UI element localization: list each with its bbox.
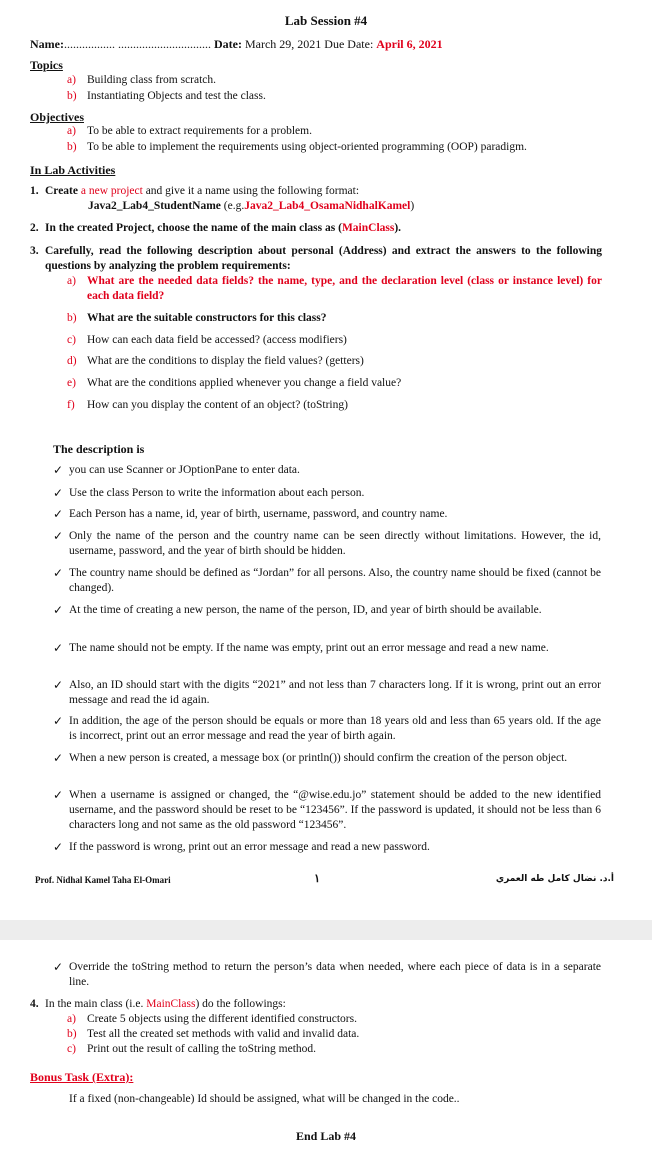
topics-item: b) Instantiating Objects and test the class. [67,90,266,102]
description-item: ✓ The country name should be defined as “Jordan” for all persons. Also, the country name should be fixed (cannot be changed). [53,566,601,594]
description-item: ✓ The name should not be empty. If the name was empty, print out an error message and read a new name. [53,641,549,655]
objectives-heading: Objectives [30,110,84,124]
step-3: 3. Carefully, read the following description about personal (Address) and extract the answers to the following questions by analyzing the problem requirements: [30,245,602,272]
description-item: ✓ Use the class Person to write the information about each person. [53,486,365,500]
main-class-name: MainClass [146,998,196,1010]
objectives-item: a) To be able to extract requirements for a problem. [67,125,312,137]
in-lab-heading: In Lab Activities [30,163,116,177]
checkmark-icon: ✓ [53,566,64,580]
question-item: c) How can each data field be accessed? (access modifiers) [67,334,347,346]
checkmark-icon: ✓ [53,960,64,974]
date-value: March 29, 2021 [244,37,322,51]
checkmark-icon: ✓ [53,678,64,692]
step-4: 4. In the main class (i.e. MainClass) do the followings: [30,998,286,1010]
checkmark-icon: ✓ [53,529,64,543]
topics-item: a) Building class from scratch. [67,74,217,86]
checkmark-icon: ✓ [53,486,64,500]
name-label: Name: [30,37,64,51]
footer-author-arabic: أ.د. نضال كامل طه العمري [495,874,614,884]
objectives-item: b) To be able to implement the requirements using object-oriented programming (OOP) paradigm. [67,141,527,153]
topics-heading: Topics [30,58,63,72]
bonus-text: If a fixed (non-changeable) Id should be assigned, what will be changed in the code.. [69,1093,460,1105]
checkmark-icon: ✓ [53,507,64,521]
footer-author: Prof. Nidhal Kamel Taha El-Omari [35,875,171,885]
step-1: 1. Create a new project and give it a name using the following format: Java2_Lab4_StudentName (e.g.Java2_Lab4_OsamaNidhalKamel) [30,185,415,212]
description-item: ✓ When a username is assigned or changed, the “@wise.edu.jo” statement should be added to the new identified username, and the password should be reset to be “123456”. If the password is updated, it should not be less than 6 characters long and not same as the old password “123456”. [53,788,601,831]
checkmark-icon: ✓ [53,641,64,655]
question-item: b) What are the suitable constructors for this class? [67,312,327,324]
project-name-example: Java2_Lab4_OsamaNidhalKamel [244,200,411,212]
bonus-heading: Bonus Task (Extra): [30,1070,134,1084]
page-number: ١ [314,873,321,885]
step-4-item: c) Print out the result of calling the toString method. [67,1043,317,1055]
step-4-item: b) Test all the created set methods with valid and invalid data. [67,1028,360,1040]
project-name-format: Java2_Lab4_StudentName [88,200,221,212]
end-lab-label: End Lab #4 [295,1129,357,1143]
checkmark-icon: ✓ [53,840,64,854]
checkmark-icon: ✓ [53,463,64,477]
checkmark-icon: ✓ [53,714,64,728]
name-dots: ................. ............................... [63,37,211,51]
description-item: ✓ Each Person has a name, id, year of birth, username, password, and country name. [53,507,448,521]
description-item: ✓ Also, an ID should start with the digits “2021” and not less than 7 characters long. If it is wrong, print out an error message and read the id again. [53,678,601,706]
document-page-2 [0,940,652,1171]
description-item: ✓ When a new person is created, a message box (or println()) should confirm the creation of the person object. [53,751,568,765]
step-2: 2. In the created Project, choose the name of the main class as (MainClass). [30,222,402,234]
checkmark-icon: ✓ [53,751,64,765]
description-heading: The description is [53,442,145,456]
question-item: f) How can you display the content of an object? (toString) [67,399,348,411]
checkmark-icon: ✓ [53,788,64,802]
description-item: ✓ At the time of creating a new person, the name of the person, ID, and year of birth should be available. [53,603,542,617]
description-item: ✓ Only the name of the person and the country name can be seen directly without limitations. However, the id, username, password, and the year of birth should be hidden. [53,529,601,557]
date-label: Date: [213,37,242,51]
description-item: ✓ Override the toString method to return the person’s data when needed, where each piece of data is in a separate line. [53,960,601,988]
question-item: d) What are the conditions to display the field values? (getters) [67,355,364,367]
question-item: a) What are the needed data fields? the name, type, and the declaration level (class or instance level) for each data field? [67,275,602,302]
main-class-name: MainClass [341,222,395,234]
description-item: ✓ you can use Scanner or JOptionPane to enter data. [53,463,300,477]
step-4-item: a) Create 5 objects using the different identified constructors. [67,1013,357,1025]
name-date-line [30,37,610,52]
checkmark-icon: ✓ [53,603,64,617]
due-date-label: Due Date: [324,37,374,51]
due-date-value: April 6, 2021 [376,37,443,51]
description-item: ✓ In addition, the age of the person should be equals or more than 18 years old and less than 65 years old. If the age is incorrect, print out an error message and read the year of birth again. [53,714,601,742]
description-item: ✓ If the password is wrong, print out an error message and read a new password. [53,840,430,854]
question-item: e) What are the conditions applied whenever you change a field value? [67,377,402,389]
document-title: Lab Session #4 [284,13,368,28]
